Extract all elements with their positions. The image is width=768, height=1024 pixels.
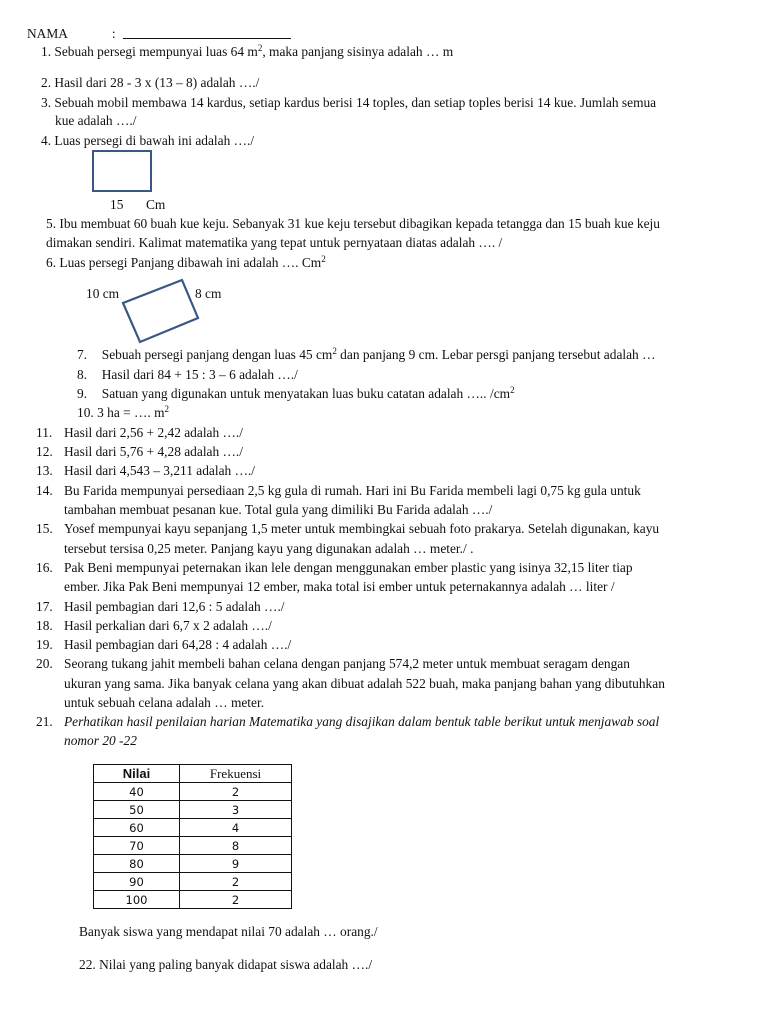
table-cell: 3 (180, 801, 292, 819)
question-text: Hasil dari 5,76 + 4,28 adalah …./ (64, 444, 243, 459)
question-6 (46, 255, 326, 271)
name-blank-line (123, 26, 291, 39)
table-row (94, 891, 292, 909)
question-text: Sebuah persegi panjang dengan luas 45 cm (101, 347, 333, 362)
question-text: Hasil dari 2,56 + 2,42 adalah …./ (64, 425, 243, 440)
table-row (94, 837, 292, 855)
question-text: Sebuah persegi mempunyai luas 64 m (54, 44, 258, 59)
question-text: , maka panjang sisinya adalah … m (262, 44, 454, 59)
superscript: 2 (332, 346, 337, 356)
question-number: 7. (77, 347, 88, 362)
question-number: 15. (36, 521, 53, 536)
question-number: 13. (36, 463, 53, 478)
question-22 (79, 957, 372, 973)
question-17 (36, 599, 285, 615)
question-text: ukuran yang sama. Jika banyak celana yang akan dibuat adalah 522 buah, maka panjang bahan yang dibutuhkan (64, 676, 665, 691)
table-cell: 90 (94, 873, 180, 891)
question-5-cont (46, 235, 502, 251)
table-cell: 60 (94, 819, 180, 837)
frequency-table (93, 764, 292, 909)
question-19 (36, 637, 291, 653)
question-number: 22. (79, 957, 96, 972)
question-text: Nilai yang paling banyak didapat siswa adalah …./ (99, 957, 373, 972)
table-header-frekuensi: Frekuensi (180, 765, 292, 783)
question-7 (77, 347, 655, 363)
table-cell: 9 (180, 855, 292, 873)
question-13 (36, 463, 255, 479)
question-number: 21. (36, 714, 53, 729)
question-text: dimakan sendiri. Kalimat matematika yang tepat untuk pernyataan diatas adalah …. / (46, 235, 503, 250)
question-text: nomor 20 -22 (64, 733, 137, 748)
question-number: 20. (36, 656, 53, 671)
question-20-cont-2 (64, 695, 264, 711)
question-text: kue adalah …./ (55, 113, 137, 128)
question-text: 3 ha = …. m (97, 405, 165, 420)
question-14 (36, 483, 641, 499)
question-text: Hasil pembagian dari 64,28 : 4 adalah …./ (64, 637, 292, 652)
question-number: 6. (46, 255, 57, 270)
question-20-cont (64, 676, 665, 692)
question-21 (36, 714, 659, 730)
table-cell: 50 (94, 801, 180, 819)
question-text: Bu Farida mempunyai persediaan 2,5 kg gula di rumah. Hari ini Bu Farida membeli lagi 0,75 kg gula untuk (64, 483, 641, 498)
question-text: Hasil dari 84 + 15 : 3 – 6 adalah …./ (101, 367, 298, 382)
question-18 (36, 618, 272, 634)
table-row (94, 783, 292, 801)
question-16-cont (64, 579, 615, 595)
table-row (94, 855, 292, 873)
question-4 (41, 133, 254, 149)
question-number: 19. (36, 637, 53, 652)
rotated-rectangle-figure (118, 276, 204, 348)
question-text: Ibu membuat 60 buah kue keju. Sebanyak 31 kue keju tersebut dibagikan kepada tetangga dan 15 buah kue keju (59, 216, 660, 231)
superscript: 2 (164, 404, 170, 414)
question-9 (77, 386, 515, 402)
square-unit-label: Cm (146, 197, 166, 212)
square-figure (92, 150, 152, 192)
question-text: Yosef mempunyai kayu sepanjang 1,5 meter untuk membingkai sebuah foto prakarya. Setelah digunakan, kayu (64, 521, 660, 536)
table-cell: 2 (180, 783, 292, 801)
name-label: NAMA (27, 26, 68, 41)
question-12 (36, 444, 243, 460)
question-3 (41, 95, 656, 111)
question-5 (46, 216, 660, 232)
rectangle-label-b: 8 cm (195, 286, 222, 301)
square-side-label: 15 (110, 197, 124, 212)
table-cell: 8 (180, 837, 292, 855)
question-15-cont (64, 541, 473, 557)
table-row (94, 873, 292, 891)
superscript: 2 (257, 43, 263, 53)
question-20 (36, 656, 630, 672)
question-text: Seorang tukang jahit membeli bahan celana dengan panjang 574,2 meter untuk membuat seragam dengan (64, 656, 630, 671)
question-10 (77, 405, 169, 421)
question-number: 9. (77, 386, 88, 401)
question-1 (41, 44, 453, 60)
question-14-cont (64, 502, 492, 518)
question-15 (36, 521, 659, 537)
table-cell: 80 (94, 855, 180, 873)
question-text: Perhatikan hasil penilaian harian Matematika yang disajikan dalam bentuk table berikut untuk menjawab soal (64, 714, 660, 729)
question-text: Luas persegi Panjang dibawah ini adalah …. Cm (59, 255, 322, 270)
table-cell: 4 (180, 819, 292, 837)
question-text: Hasil pembagian dari 12,6 : 5 adalah …./ (64, 599, 285, 614)
question-16 (36, 560, 633, 576)
question-text: ember. Jika Pak Beni mempunyai 12 ember, maka total isi ember untuk peternakannya adalah … liter / (64, 579, 615, 594)
question-text: Sebuah mobil membawa 14 kardus, setiap kardus berisi 14 toples, dan setiap toples berisi 14 kue. Jumlah semua (54, 95, 657, 110)
question-text: Banyak siswa yang mendapat nilai 70 adalah … orang./ (79, 924, 378, 939)
name-colon: : (111, 26, 116, 41)
table-cell: 2 (180, 891, 292, 909)
question-number: 11. (36, 425, 53, 440)
table-cell: 100 (94, 891, 180, 909)
question-number: 2. (41, 75, 52, 90)
question-text: Pak Beni mempunyai peternakan ikan lele dengan menggunakan ember plastic yang isinya 32,15 liter tiap (64, 560, 633, 575)
question-text: tambahan membuat pesanan kue. Total gula yang dimiliki Bu Farida adalah …./ (64, 502, 493, 517)
table-header-row (94, 765, 292, 783)
question-number: 8. (77, 367, 88, 382)
question-3-cont (55, 113, 136, 129)
question-number: 18. (36, 618, 53, 633)
question-number: 4. (41, 133, 52, 148)
question-text: Hasil perkalian dari 6,7 x 2 adalah …./ (64, 618, 272, 633)
table-row (94, 801, 292, 819)
question-text: Hasil dari 4,543 – 3,211 adalah …./ (64, 463, 256, 478)
question-number: 3. (41, 95, 52, 110)
rectangle-label-a: 10 cm (86, 286, 120, 301)
question-text: untuk sebuah celana adalah … meter. (64, 695, 265, 710)
table-cell: 70 (94, 837, 180, 855)
question-number: 1. (41, 44, 52, 59)
question-text: Satuan yang digunakan untuk menyatakan luas buku catatan adalah ….. /cm (101, 386, 511, 401)
question-text: tersebut tersisa 0,25 meter. Panjang kayu yang digunakan adalah … meter./ . (64, 541, 474, 556)
superscript: 2 (321, 254, 326, 264)
question-text: dan panjang 9 cm. Lebar persgi panjang tersebut adalah … (336, 347, 656, 362)
question-number: 5. (46, 216, 57, 231)
question-number: 10. (77, 405, 94, 420)
table-row (94, 819, 292, 837)
table-header-nilai: Nilai (94, 765, 180, 783)
question-8 (77, 367, 298, 383)
question-number: 12. (36, 444, 53, 459)
table-cell: 40 (94, 783, 180, 801)
question-11 (36, 425, 243, 441)
question-text: Luas persegi di bawah ini adalah …./ (54, 133, 255, 148)
table-cell: 2 (180, 873, 292, 891)
question-21-cont (64, 733, 137, 749)
question-number: 17. (36, 599, 53, 614)
question-number: 16. (36, 560, 53, 575)
question-number: 14. (36, 483, 53, 498)
superscript: 2 (510, 385, 515, 395)
question-2 (41, 75, 259, 91)
question-text: Hasil dari 28 - 3 x (13 – 8) adalah …./ (54, 75, 260, 90)
name-label-row (27, 26, 291, 42)
question-21-followup (79, 924, 378, 940)
